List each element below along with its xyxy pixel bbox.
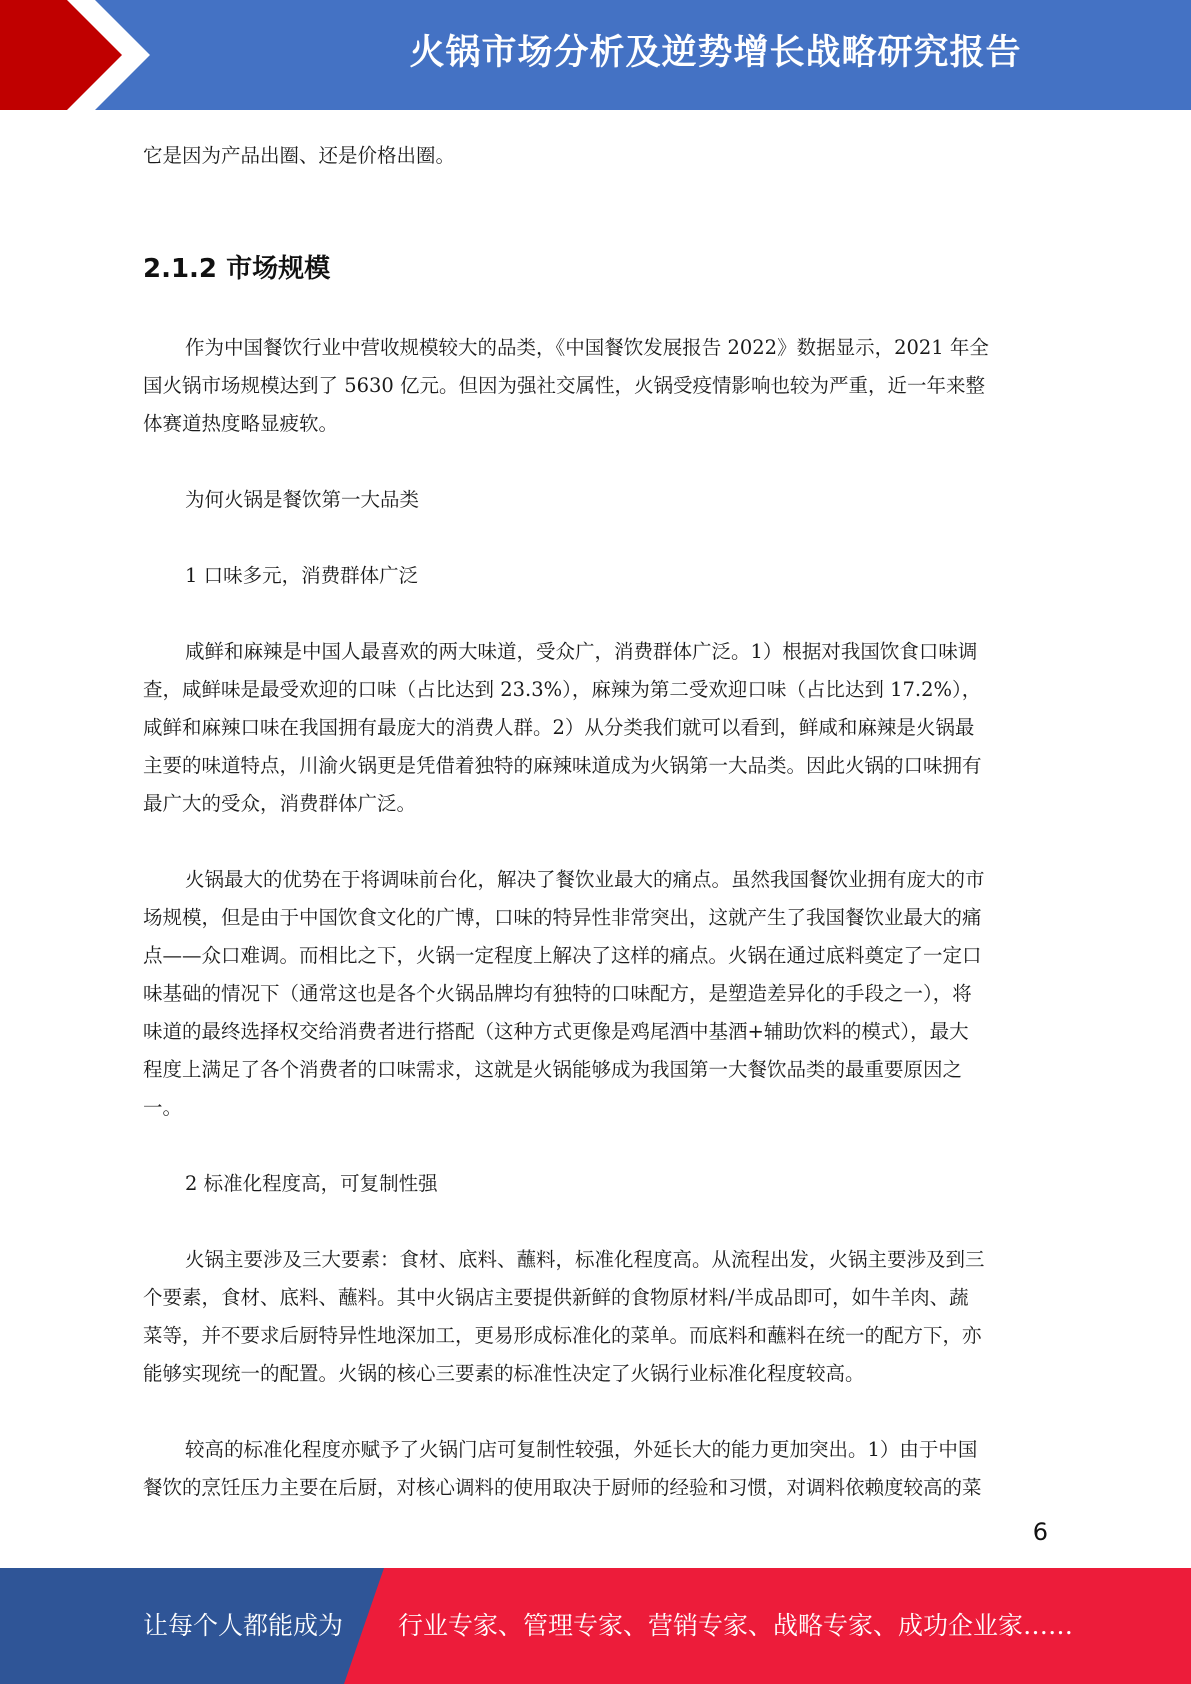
paragraph-line: 咸鲜和麻辣口味在我国拥有最庞大的消费人群。2）从分类我们就可以看到，鲜咸和麻辣是火锅最 xyxy=(143,716,975,739)
header-chevron-decoration xyxy=(0,0,160,110)
intro-line: 它是因为产品出圈、还是价格出圈。 xyxy=(143,144,456,167)
paragraph-line: 咸鲜和麻辣是中国人最喜欢的两大味道，受众广，消费群体广泛。1）根据对我国饮食口味调 xyxy=(185,640,978,663)
paragraph-line: 火锅最大的优势在于将调味前台化，解决了餐饮业最大的痛点。虽然我国餐饮业拥有庞大的市 xyxy=(185,868,985,891)
page-footer xyxy=(0,1568,1191,1684)
paragraph-line: 个要素，食材、底料、蘸料。其中火锅店主要提供新鲜的食物原材料/半成品即可，如牛羊肉、蔬 xyxy=(143,1286,969,1309)
paragraph-line: 主要的味道特点，川渝火锅更是凭借着独特的麻辣味道成为火锅第一大品类。因此火锅的口味拥有 xyxy=(143,754,982,777)
paragraph-line: 国火锅市场规模达到了 5630 亿元。但因为强社交属性，火锅受疫情影响也较为严重，近一年来整 xyxy=(143,374,986,397)
paragraph-line: 2 标准化程度高，可复制性强 xyxy=(185,1172,438,1195)
paragraph-line: 菜等，并不要求后厨特异性地深加工，更易形成标准化的菜单。而底料和蘸料在统一的配方下，亦 xyxy=(143,1324,982,1347)
paragraph-line: 查，咸鲜味是最受欢迎的口味（占比达到 23.3%），麻辣为第二受欢迎口味（占比达到 17.2%）， xyxy=(143,678,982,701)
footer-slogan-left: 让每个人都能成为 xyxy=(143,1611,344,1640)
page-number: 6 xyxy=(1032,1518,1048,1546)
paragraph-line: 程度上满足了各个消费者的口味需求，这就是火锅能够成为我国第一大餐饮品类的最重要原因之 xyxy=(143,1058,963,1081)
paragraph-line: 体赛道热度略显疲软。 xyxy=(143,412,339,435)
paragraph-line: 能够实现统一的配置。火锅的核心三要素的标准性决定了火锅行业标准化程度较高。 xyxy=(143,1362,865,1385)
paragraph-line: 点——众口难调。而相比之下，火锅一定程度上解决了这样的痛点。火锅在通过底料奠定了一定口 xyxy=(143,944,982,967)
paragraph-line: 味道的最终选择权交给消费者进行搭配（这种方式更像是鸡尾酒中基酒+辅助饮料的模式），最大 xyxy=(143,1020,969,1043)
paragraph-line: 一。 xyxy=(143,1096,183,1119)
footer-slogan-right: 行业专家、管理专家、营销专家、战略专家、成功企业家…… xyxy=(398,1611,1074,1640)
page-header xyxy=(0,0,1191,110)
report-title: 火锅市场分析及逆势增长战略研究报告 xyxy=(409,33,1022,73)
paragraph-line: 火锅主要涉及三大要素：食材、底料、蘸料，标准化程度高。从流程出发，火锅主要涉及到三 xyxy=(185,1248,985,1271)
paragraph-line: 作为中国餐饮行业中营收规模较大的品类，《中国餐饮发展报告 2022》数据显示，2021 年全 xyxy=(185,336,989,359)
paragraph-line: 餐饮的烹饪压力主要在后厨，对核心调料的使用取决于厨师的经验和习惯，对调料依赖度较高的菜 xyxy=(143,1476,982,1499)
paragraph-line: 场规模，但是由于中国饮食文化的广博，口味的特异性非常突出，这就产生了我国餐饮业最大的痛 xyxy=(143,906,982,929)
section-heading: 2.1.2 市场规模 xyxy=(143,254,331,284)
paragraph-line: 最广大的受众，消费群体广泛。 xyxy=(143,792,417,815)
paragraph-line: 味基础的情况下（通常这也是各个火锅品牌均有独特的口味配方，是塑造差异化的手段之一），将 xyxy=(143,982,972,1005)
paragraph-line: 较高的标准化程度亦赋予了火锅门店可复制性较强，外延长大的能力更加突出。1）由于中国 xyxy=(185,1438,978,1461)
paragraph-line: 为何火锅是餐饮第一大品类 xyxy=(185,488,420,511)
paragraph-line: 1 口味多元，消费群体广泛 xyxy=(185,564,419,587)
